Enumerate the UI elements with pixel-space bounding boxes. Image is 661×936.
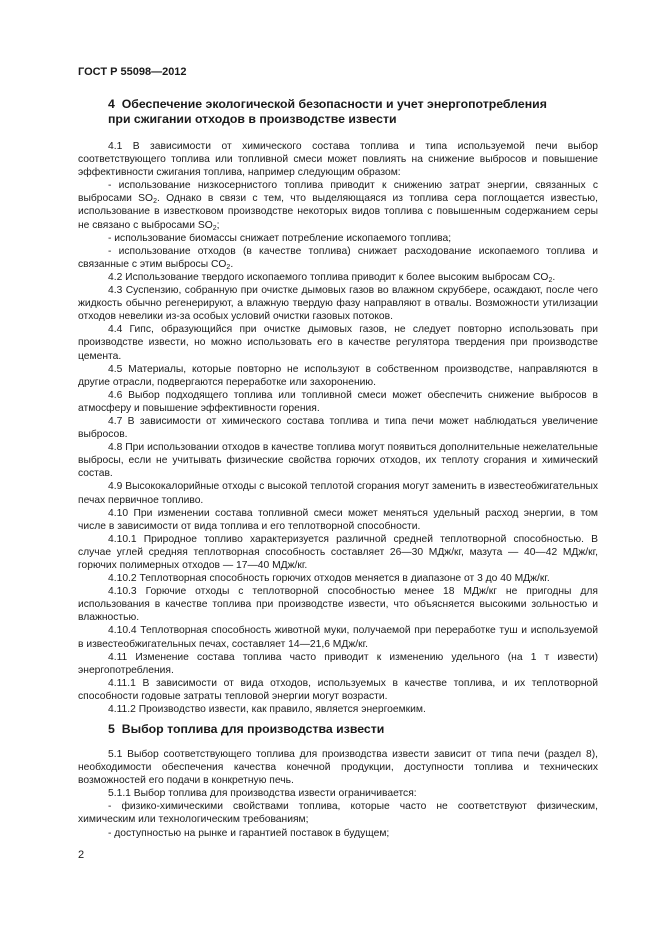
paragraph-4-1: 4.1 В зависимости от химического состава топлива и типа используемой печи выбор соответствующего топлива или топливной смеси может повлиять на снижение выбросов и повышение эффективности сжигания топлива, например следующим образом: xyxy=(78,141,598,179)
paragraph-4-3: 4.3 Суспензию, собранную при очистке дымовых газов во влажном скруббере, осаждают, после чего жидкость обычно регенерируют, а влажную твердую фазу направляют в отвалы. Возможности утилизации отходов невелики из-за особых условий очистки газовых потоков. xyxy=(78,285,598,323)
paragraph-4-2: 4.2 Использование твердого ископаемого топлива приводит к более высоким выбросам $CO_2$. xyxy=(108,271,556,284)
paragraph-4-6: 4.6 Выбор подходящего топлива или топливной смеси может обеспечить снижение выбросов в атмосферу и повышение эффективности горения. xyxy=(78,389,598,414)
section-4-number: 4 xyxy=(108,97,115,111)
document-id: ГОСТ Р 55098—2012 xyxy=(78,66,187,78)
section-4-heading xyxy=(78,97,598,127)
list-item-waste: - использование отходов (в качестве топлива) снижает расходование ископаемого топлива и связанные с этим выбросы $CO_2$. xyxy=(78,245,598,271)
paragraph-4-8: 4.8 При использовании отходов в качестве топлива могут появиться дополнительные нежелательные выбросы, если не учитывать физические свойства горючих отходов, их теплоту сгорания и химический состав. xyxy=(78,442,598,480)
paragraph-4-7: 4.7 В зависимости от химического состава топлива и типа печи может наблюдаться увеличение выбросов. xyxy=(78,415,598,441)
paragraph-4-4: 4.4 Гипс, образующийся при очистке дымовых газов, не следует повторно использовать при производстве извести, но можно использовать его в качестве регулятора твердения при производстве цемента. xyxy=(78,324,598,362)
paragraph-4-11-2: 4.11.2 Производство извести, как правило, является энергоемким. xyxy=(108,704,426,716)
list-item-physchem: - физико-химическими свойствами топлива, которые часто не соответствуют физическим, химическим или технологическим требованиям; xyxy=(78,801,598,826)
section-4-title-line2: при сжигании отходов в производстве извести xyxy=(108,112,397,126)
paragraph-5-1: 5.1 Выбор соответствующего топлива для производства извести зависит от типа печи (раздел 8), необходимости обеспечения качества конечной продукции, доступности топлива и технических возможностей его подачи в конкретную печь. xyxy=(78,749,598,787)
section-5-number: 5 xyxy=(108,722,115,736)
paragraph-4-11: 4.11 Изменение состава топлива часто приводит к изменению удельного (на 1 т извести) энергопотребления. xyxy=(78,651,598,676)
list-item-biomass: - использование биомассы снижает потребление ископаемого топлива; xyxy=(108,232,452,244)
paragraph-4-10-4: 4.10.4 Теплотворная способность животной муки, получаемой при переработке туш и используемой в известеобжигательных печах, составляет 14—21,6 МДж/кг. xyxy=(78,625,598,650)
paragraph-4-9: 4.9 Высококалорийные отходы с высокой теплотой сгорания могут заменить в известеобжигательных печах первичное топливо. xyxy=(78,481,598,506)
section-5-heading xyxy=(78,722,598,737)
paragraph-4-11-1: 4.11.1 В зависимости от вида отходов, используемых в качестве топлива, и их теплотворной способности годовые затраты тепловой энергии могут возрасти. xyxy=(78,677,598,702)
section-5-body xyxy=(78,748,598,840)
paragraph-4-10: 4.10 При изменении состава топливной смеси может меняться удельный расход энергии, в том числе в зависимости от вида топлива и его теплотворной способности. xyxy=(78,507,598,532)
paragraph-4-10-3: 4.10.3 Горючие отходы с теплотворной способностью менее 18 МДж/кг не пригодны для использования в качестве топлива при производстве извести, что объясняется высокими зольностью и влажностью. xyxy=(78,586,598,624)
list-item-availability: - доступностью на рынке и гарантией поставок в будущем; xyxy=(108,827,390,839)
section-4-title xyxy=(78,97,598,127)
paragraph-4-10-2: 4.10.2 Теплотворная способность горючих отходов меняется в диапазоне от 3 до 40 МДж/кг. xyxy=(108,573,550,585)
section-4-body xyxy=(78,140,598,716)
section-5-title-text: Выбор топлива для производства извести xyxy=(121,722,385,736)
list-item-low-sulfur: - использование низкосернистого топлива приводит к снижению затрат энергии, связанных с выбросами $SO_2$. Однако в связи с тем, что выделяющаяся из топлива сера поглощается известью, использование в известковом производстве некоторых видов топлива с повышенным содержанием серы не связано с выбросами $SO_2$; xyxy=(78,180,598,232)
page-number: 2 xyxy=(78,849,85,861)
section-4-title-line1: Обеспечение экологической безопасности и учет энергопотребления xyxy=(121,97,547,111)
paragraph-5-1-1: 5.1.1 Выбор топлива для производства извести ограничивается: xyxy=(108,788,417,800)
paragraph-4-5: 4.5 Материалы, которые повторно не используют в собственном производстве, направляются в другие отрасли, подвергаются переработке или захоронению. xyxy=(78,363,598,388)
section-5-title xyxy=(78,722,598,737)
paragraph-4-10-1: 4.10.1 Природное топливо характеризуется различной средней теплотворной способностью. В случае углей средняя теплотворная способность составляет 26—30 МДж/кг, мазута — 40—42 МДж/кг, горючих полимерных отходов — 17—40 МДж/кг. xyxy=(78,533,598,571)
